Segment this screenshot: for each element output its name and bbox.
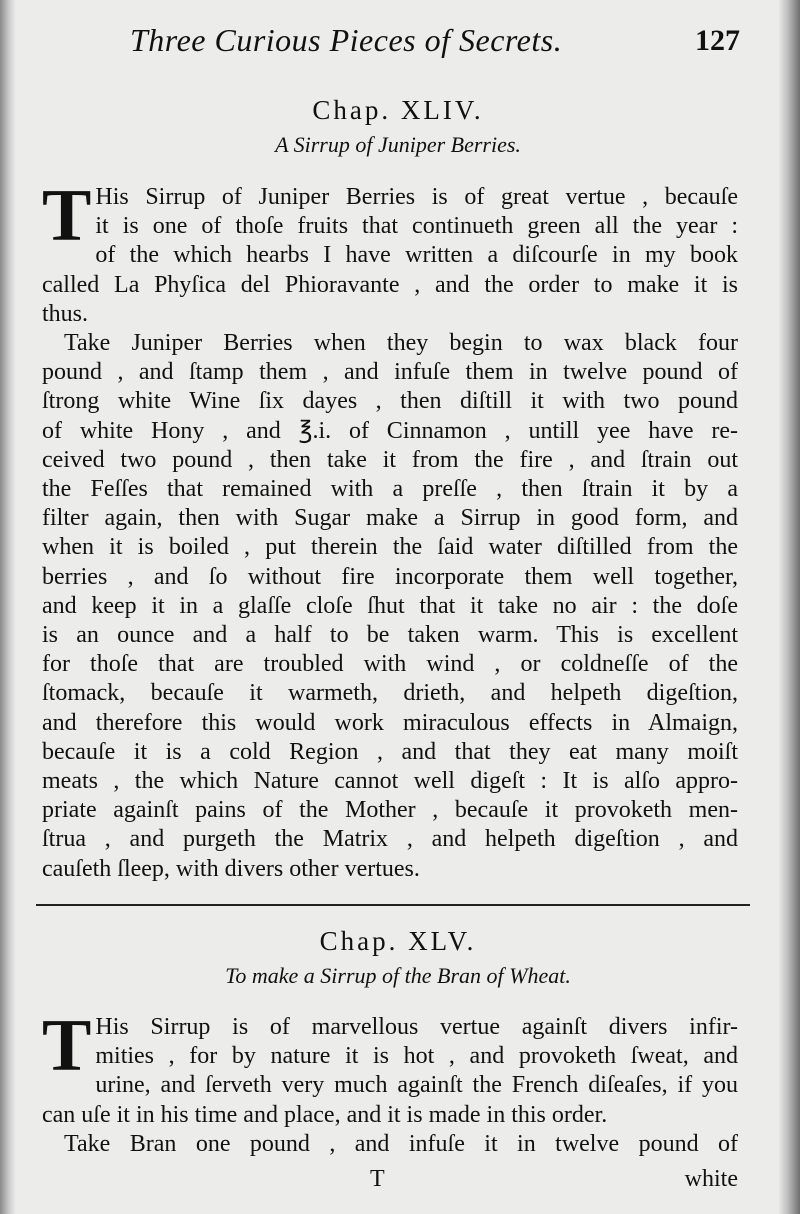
- text-line: is an ounce and a half to be taken warm. This is excellent: [42, 622, 738, 649]
- text-line: Take Bran one pound , and infuſe it in twelve pound of: [64, 1131, 738, 1157]
- drop-cap: T: [42, 1005, 92, 1087]
- text-line: berries , and ſo without fire incorporate them well together,: [42, 563, 738, 590]
- chapter-45-paragraph-2: [42, 1130, 738, 1159]
- section-divider: [36, 904, 750, 906]
- text-line: Take Juniper Berries when they begin to wax black four: [64, 330, 738, 356]
- chapter-45-header: [36, 926, 760, 989]
- text-line: the Feſſes that remained with a preſſe , then ſtrain it by a: [42, 476, 738, 503]
- text-line: filter again, then with Sugar make a Sirrup in good form, and: [42, 505, 738, 532]
- text-line: of the which hearbs I have written a diſcourſe in my book: [95, 242, 738, 269]
- catchword: white: [684, 1166, 738, 1192]
- chapter-44-paragraph-1: [42, 175, 738, 329]
- signature-mark: T: [370, 1166, 385, 1192]
- text-line: His Sirrup of Juniper Berries is of great vertue , becauſe: [95, 184, 738, 210]
- text-line: can uſe it in his time and place, and it is made in this order.: [42, 1101, 608, 1128]
- chapter-45-paragraph-1: [42, 1005, 738, 1130]
- text-line: urine, and ſerveth very much againſt the French diſeaſes, if you: [95, 1072, 738, 1099]
- chapter-subtitle: A Sirrup of Juniper Berries.: [275, 132, 521, 157]
- text-line: called La Phyſica del Phioravante , and the order to make it is: [42, 271, 738, 298]
- text-line: thus.: [42, 300, 89, 327]
- text-line: priate againſt pains of the Mother , becauſe it provoketh men-: [42, 797, 738, 824]
- text-line: cauſeth ſleep, with divers other vertues.: [42, 855, 420, 882]
- text-line: and therefore this would work miraculous effects in Almaign,: [42, 709, 738, 736]
- chapter-heading: Chap. XLV.: [319, 926, 477, 956]
- text-line: His Sirrup is of marvellous vertue againſt divers infir-: [95, 1014, 738, 1040]
- chapter-subtitle: To make a Sirrup of the Bran of Wheat.: [225, 963, 571, 988]
- text-line: for thoſe that are troubled with wind , or coldneſſe of the: [42, 651, 738, 678]
- chapter-44-header: [36, 95, 760, 158]
- chapter-44-paragraph-2: [42, 329, 738, 884]
- text-line: ceived two pound , then take it from the fire , and ſtrain out: [42, 446, 738, 473]
- text-line: ſtomack, becauſe it warmeth, drieth, and helpeth digeſtion,: [42, 680, 738, 707]
- text-line: mities , for by nature it is hot , and provoketh ſweat, and: [95, 1043, 738, 1070]
- text-line: of white Hony , and ℥.i. of Cinnamon , untill yee have re-: [42, 417, 738, 444]
- page-edge-shadow: [778, 0, 800, 1214]
- text-line: ſtrong white Wine ſix dayes , then diſtill it with two pound: [42, 388, 738, 415]
- page-gutter-shadow: [0, 0, 16, 1214]
- text-line: pound , and ſtamp them , and infuſe them in twelve pound of: [42, 359, 738, 386]
- running-title: Three Curious Pieces of Secrets.: [130, 22, 563, 58]
- page-number: 127: [695, 24, 740, 57]
- text-line: becauſe it is a cold Region , and that they eat many moiſt: [42, 738, 738, 765]
- chapter-heading: Chap. XLIV.: [312, 95, 484, 125]
- text-line: and keep it in a glaſſe cloſe ſhut that it take no air : the doſe: [42, 592, 738, 619]
- text-line: meats , the which Nature cannot well digeſt : It is alſo appro-: [42, 768, 738, 795]
- text-line: when it is boiled , put therein the ſaid water diſtilled from the: [42, 534, 738, 561]
- drop-cap: T: [42, 175, 92, 257]
- text-line: ſtrua , and purgeth the Matrix , and helpeth digeſtion , and: [42, 826, 738, 853]
- text-line: it is one of thoſe fruits that continueth green all the year :: [95, 213, 738, 240]
- running-head: [130, 22, 740, 62]
